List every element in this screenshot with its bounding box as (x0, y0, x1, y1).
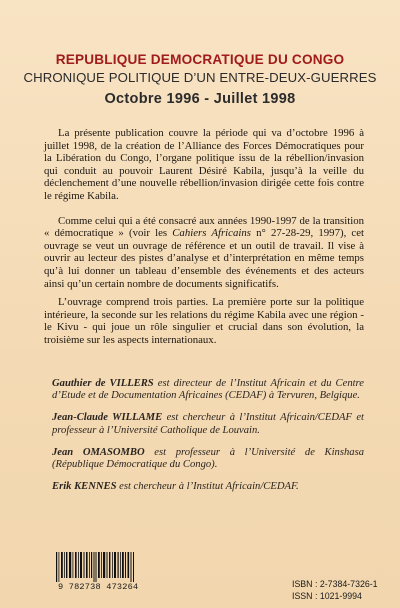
author-bio (52, 447, 364, 471)
cover-dates: Octobre 1996 - Juillet 1998 (104, 91, 296, 107)
paragraph-intro: La présente publication couvre la période qui va d’octobre 1996 à juillet 1998, de la création de l’Alliance des Forces Démocratiques pour la Libération du Congo, l’organe politique issu de la rébellion/invasion qui conduit au pouvoir Laurent Désiré Kabila, jusqu’à la veille du déclenchement d’une nouvelle rébellion/invasion dirigée cette fois contre le régime Kabila. (44, 127, 364, 202)
author-description: est professeur à l’Université de Kinshasa (République Démocratique du Congo). (52, 446, 364, 471)
barcode-number: 9 782738 473264 (58, 582, 139, 592)
issn: ISSN : 1021-9994 (292, 591, 362, 601)
cover-subtitle: CHRONIQUE POLITIQUE D’UN ENTRE-DEUX-GUERRES (23, 70, 377, 85)
author-name: Jean-Claude WILLAME (52, 412, 163, 424)
paragraph-structure: L’ouvrage comprend trois parties. La première porte sur la politique intérieure, la seconde sur les relations du régime Kabila avec une région - le Kivu - qui joue un rôle singulier et crucial dans son évolution, la troisième sur les aspects internationaux. (44, 296, 364, 346)
author-bio (52, 378, 364, 402)
isbn-block (292, 578, 378, 602)
author-description: est chercheur à l’Institut Africain/CEDAF. (116, 481, 299, 493)
paragraph-reference: Comme celui qui a été consacré aux années 1990-1997 de la transition « démocratique » (voir les Cahiers Africains n° 27-28-29, 1997), cet ouvrage se veut un ouvrage de référence et un outil de travail. Il vise à ouvrir au lecteur des pistes d’analyse et d’interprétation en même temps qu’à lui donner un tableau d’ensemble des événements et des acteurs ainsi qu’un certain nombre de documents significatifs. (44, 214, 364, 290)
description (44, 127, 364, 359)
author-description: est chercheur à l’Institut Africain/CEDAF et professeur à l’Université Catholique de Louvain. (52, 412, 364, 436)
author-name: Jean OMASOMBO (52, 446, 145, 458)
cover-title: REPUBLIQUE DEMOCRATIQUE DU CONGO (55, 52, 345, 67)
author-description: est directeur de l’Institut Africain et du Centre d’Etude et de Documentation Africaines (CEDAF) à Tervuren, Belgique. (52, 378, 364, 402)
author-bios (52, 378, 364, 503)
isbn: ISBN : 2-7384-7326-1 (292, 579, 378, 589)
author-name: Erik KENNES (52, 481, 117, 493)
author-bio (52, 412, 364, 436)
author-bio (52, 481, 364, 493)
author-name: Gauthier de VILLERS (52, 378, 154, 389)
publication-name: Cahiers Africains (172, 227, 251, 240)
